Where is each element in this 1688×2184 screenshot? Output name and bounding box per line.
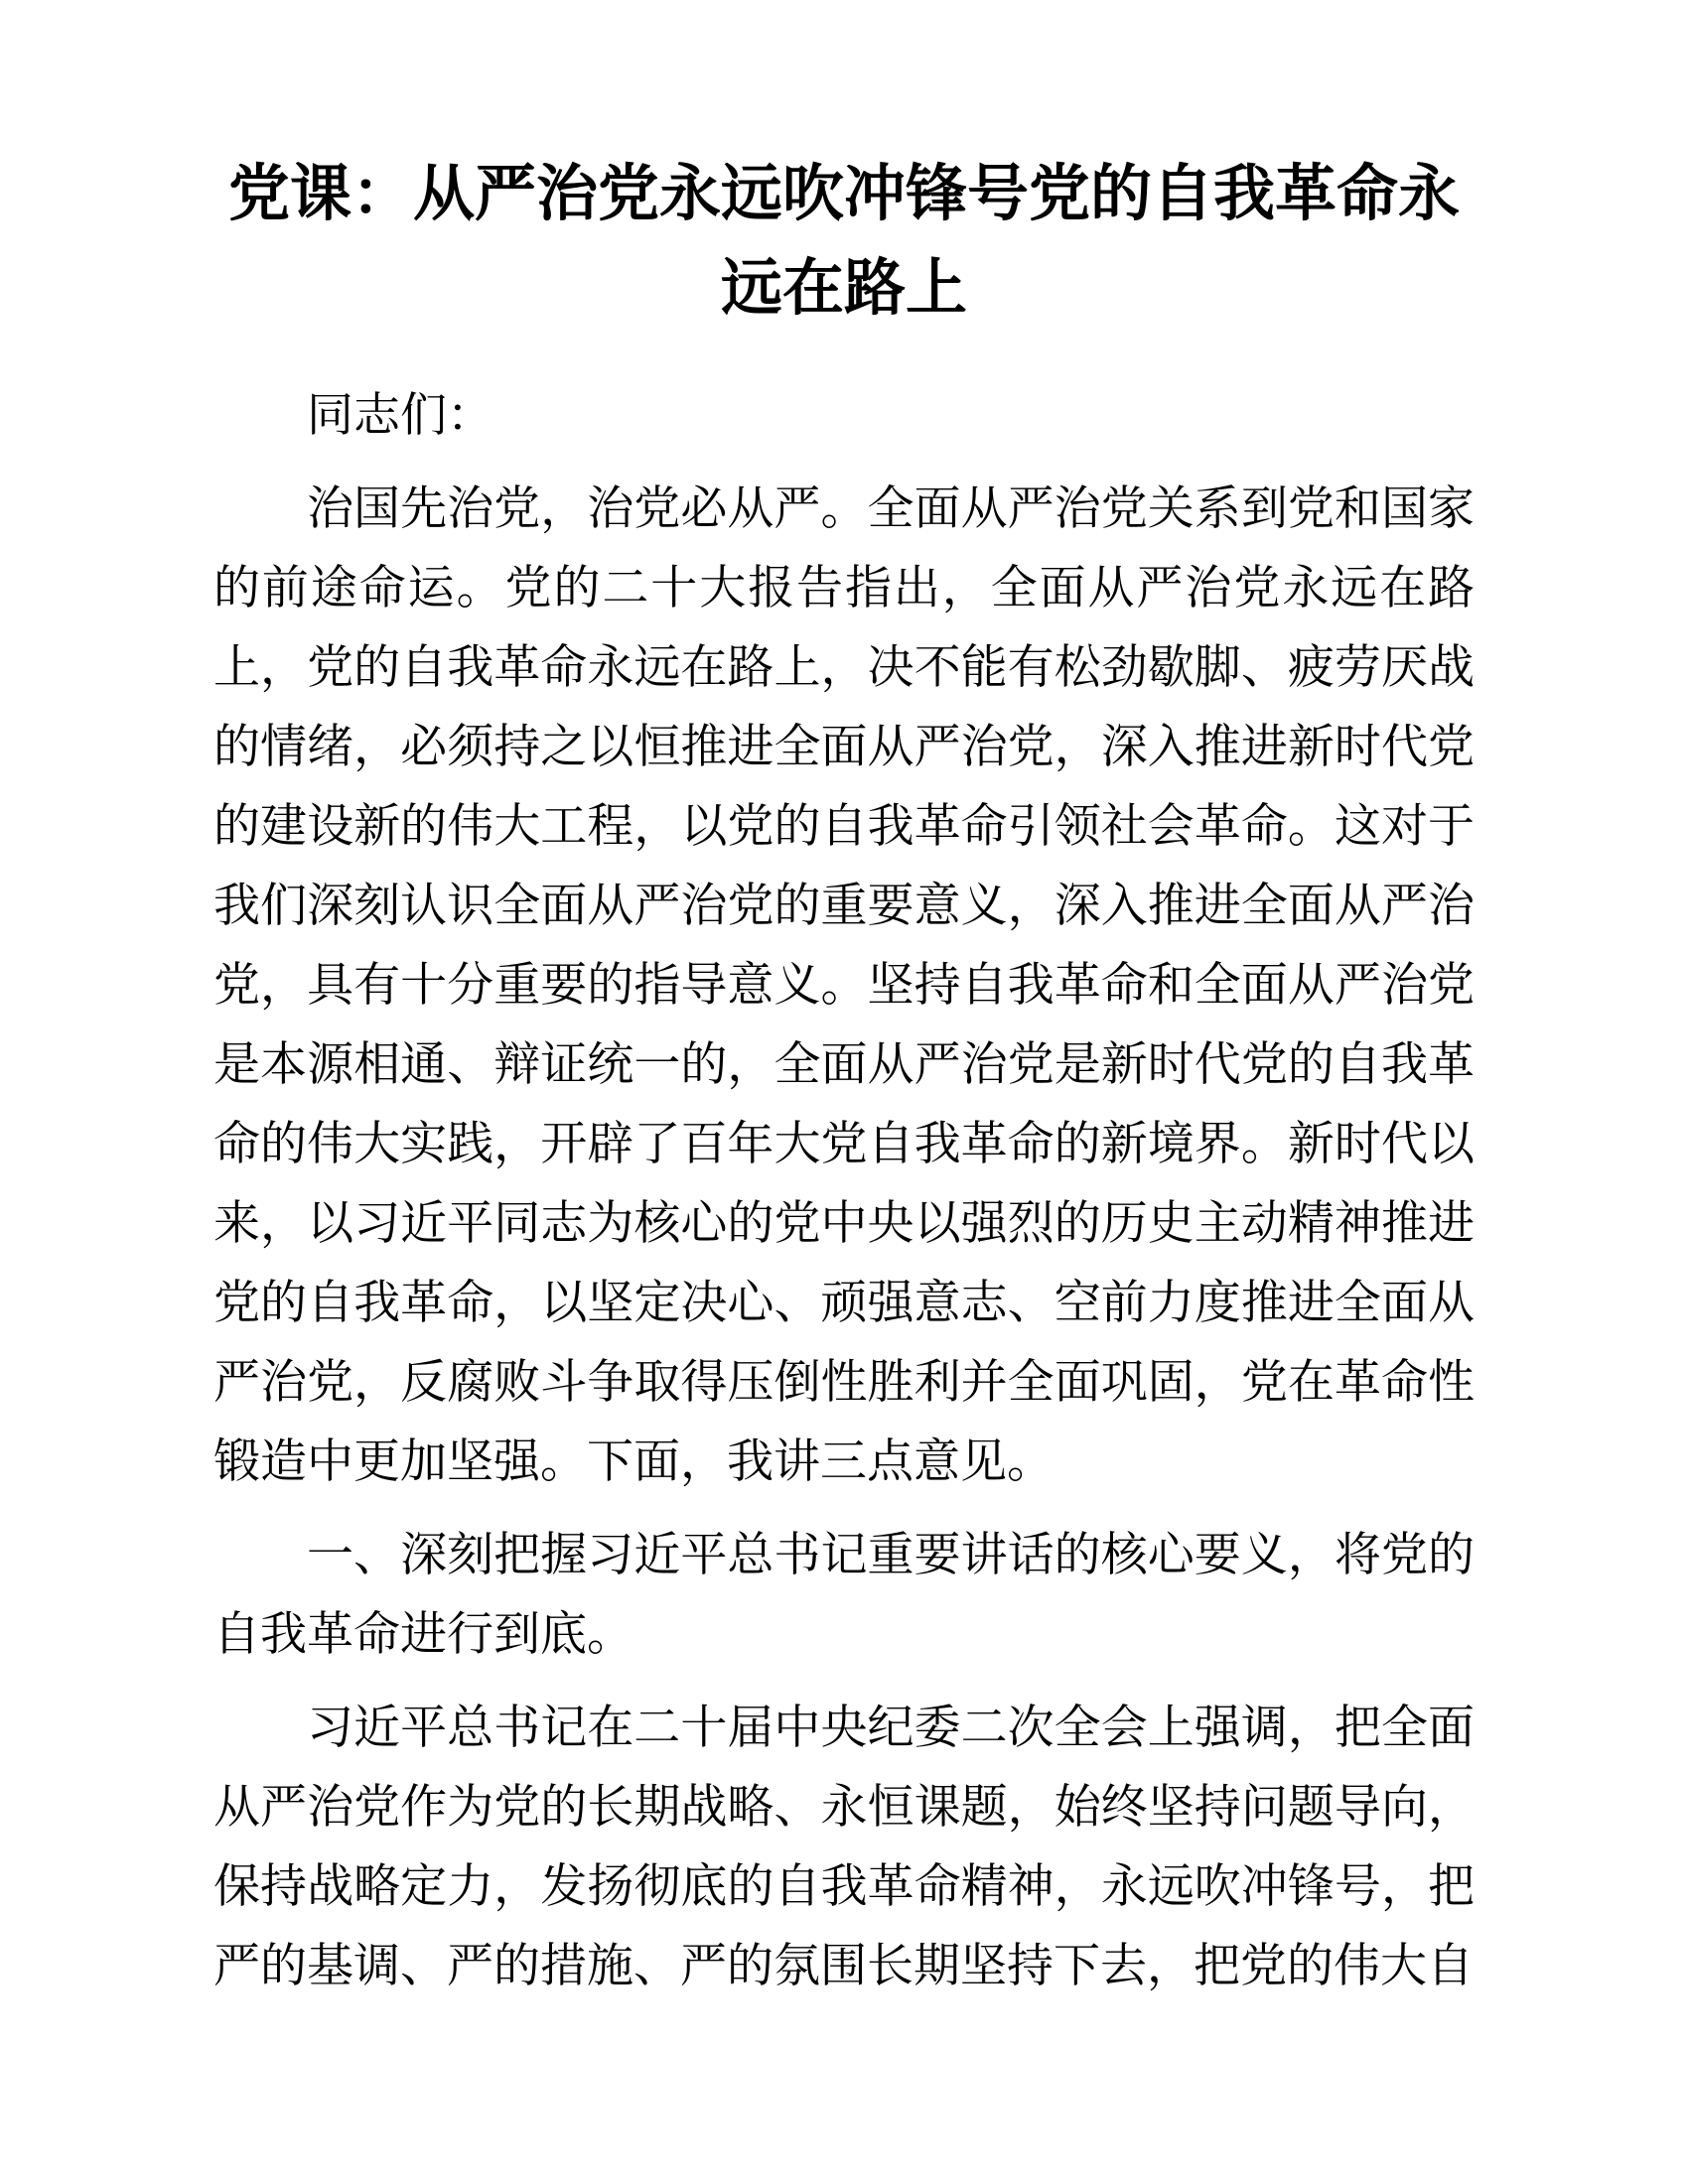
paragraph: 一、深刻把握习近平总书记重要讲话的核心要义，将党的自我革命进行到底。 (213, 1528, 1475, 1660)
paragraph: 同志们： (307, 388, 493, 441)
document-title: 党课：从严治党永远吹冲锋号党的自我革命永远在路上 (227, 160, 1460, 323)
paragraph: 治国先治党，治党必从严。全面从严治党关系到党和国家的前途命运。党的二十大报告指出，全面从严治党永远在路上，党的自我革命永远在路上，决不能有松劲歇脚、疲劳厌战的情绪，必须持之以恒推进全面从严治党，深入推进新时代党的建设新的伟大工程，以党的自我革命引领社会革命。这对于我们深刻认识全面从严治党的重要意义，深入推进全面从严治党，具有十分重要的指导意义。坚持自我革命和全面从严治党是本源相通、辩证统一的，全面从严治党是新时代党的自我革命的伟大实践，开辟了百年大党自我革命的新境界。新时代以来，以习近平同志为核心的党中央以强烈的历史主动精神推进党的自我革命，以坚定决心、顽强意志、空前力度推进全面从严治党，反腐败斗争取得压倒性胜利并全面巩固，党在革命性锻造中更加坚强。下面，我讲三点意见。 (213, 481, 1475, 1487)
paragraph: 习近平总书记在二十届中央纪委二次全会上强调，把全面从严治党作为党的长期战略、永恒课题，始终坚持问题导向，保持战略定力，发扬彻底的自我革命精神，永远吹冲锋号，把严的基调、严的措施、严的氛围长期坚持下去，把党的伟大自 (213, 1701, 1475, 1991)
document-body (213, 375, 1475, 2005)
